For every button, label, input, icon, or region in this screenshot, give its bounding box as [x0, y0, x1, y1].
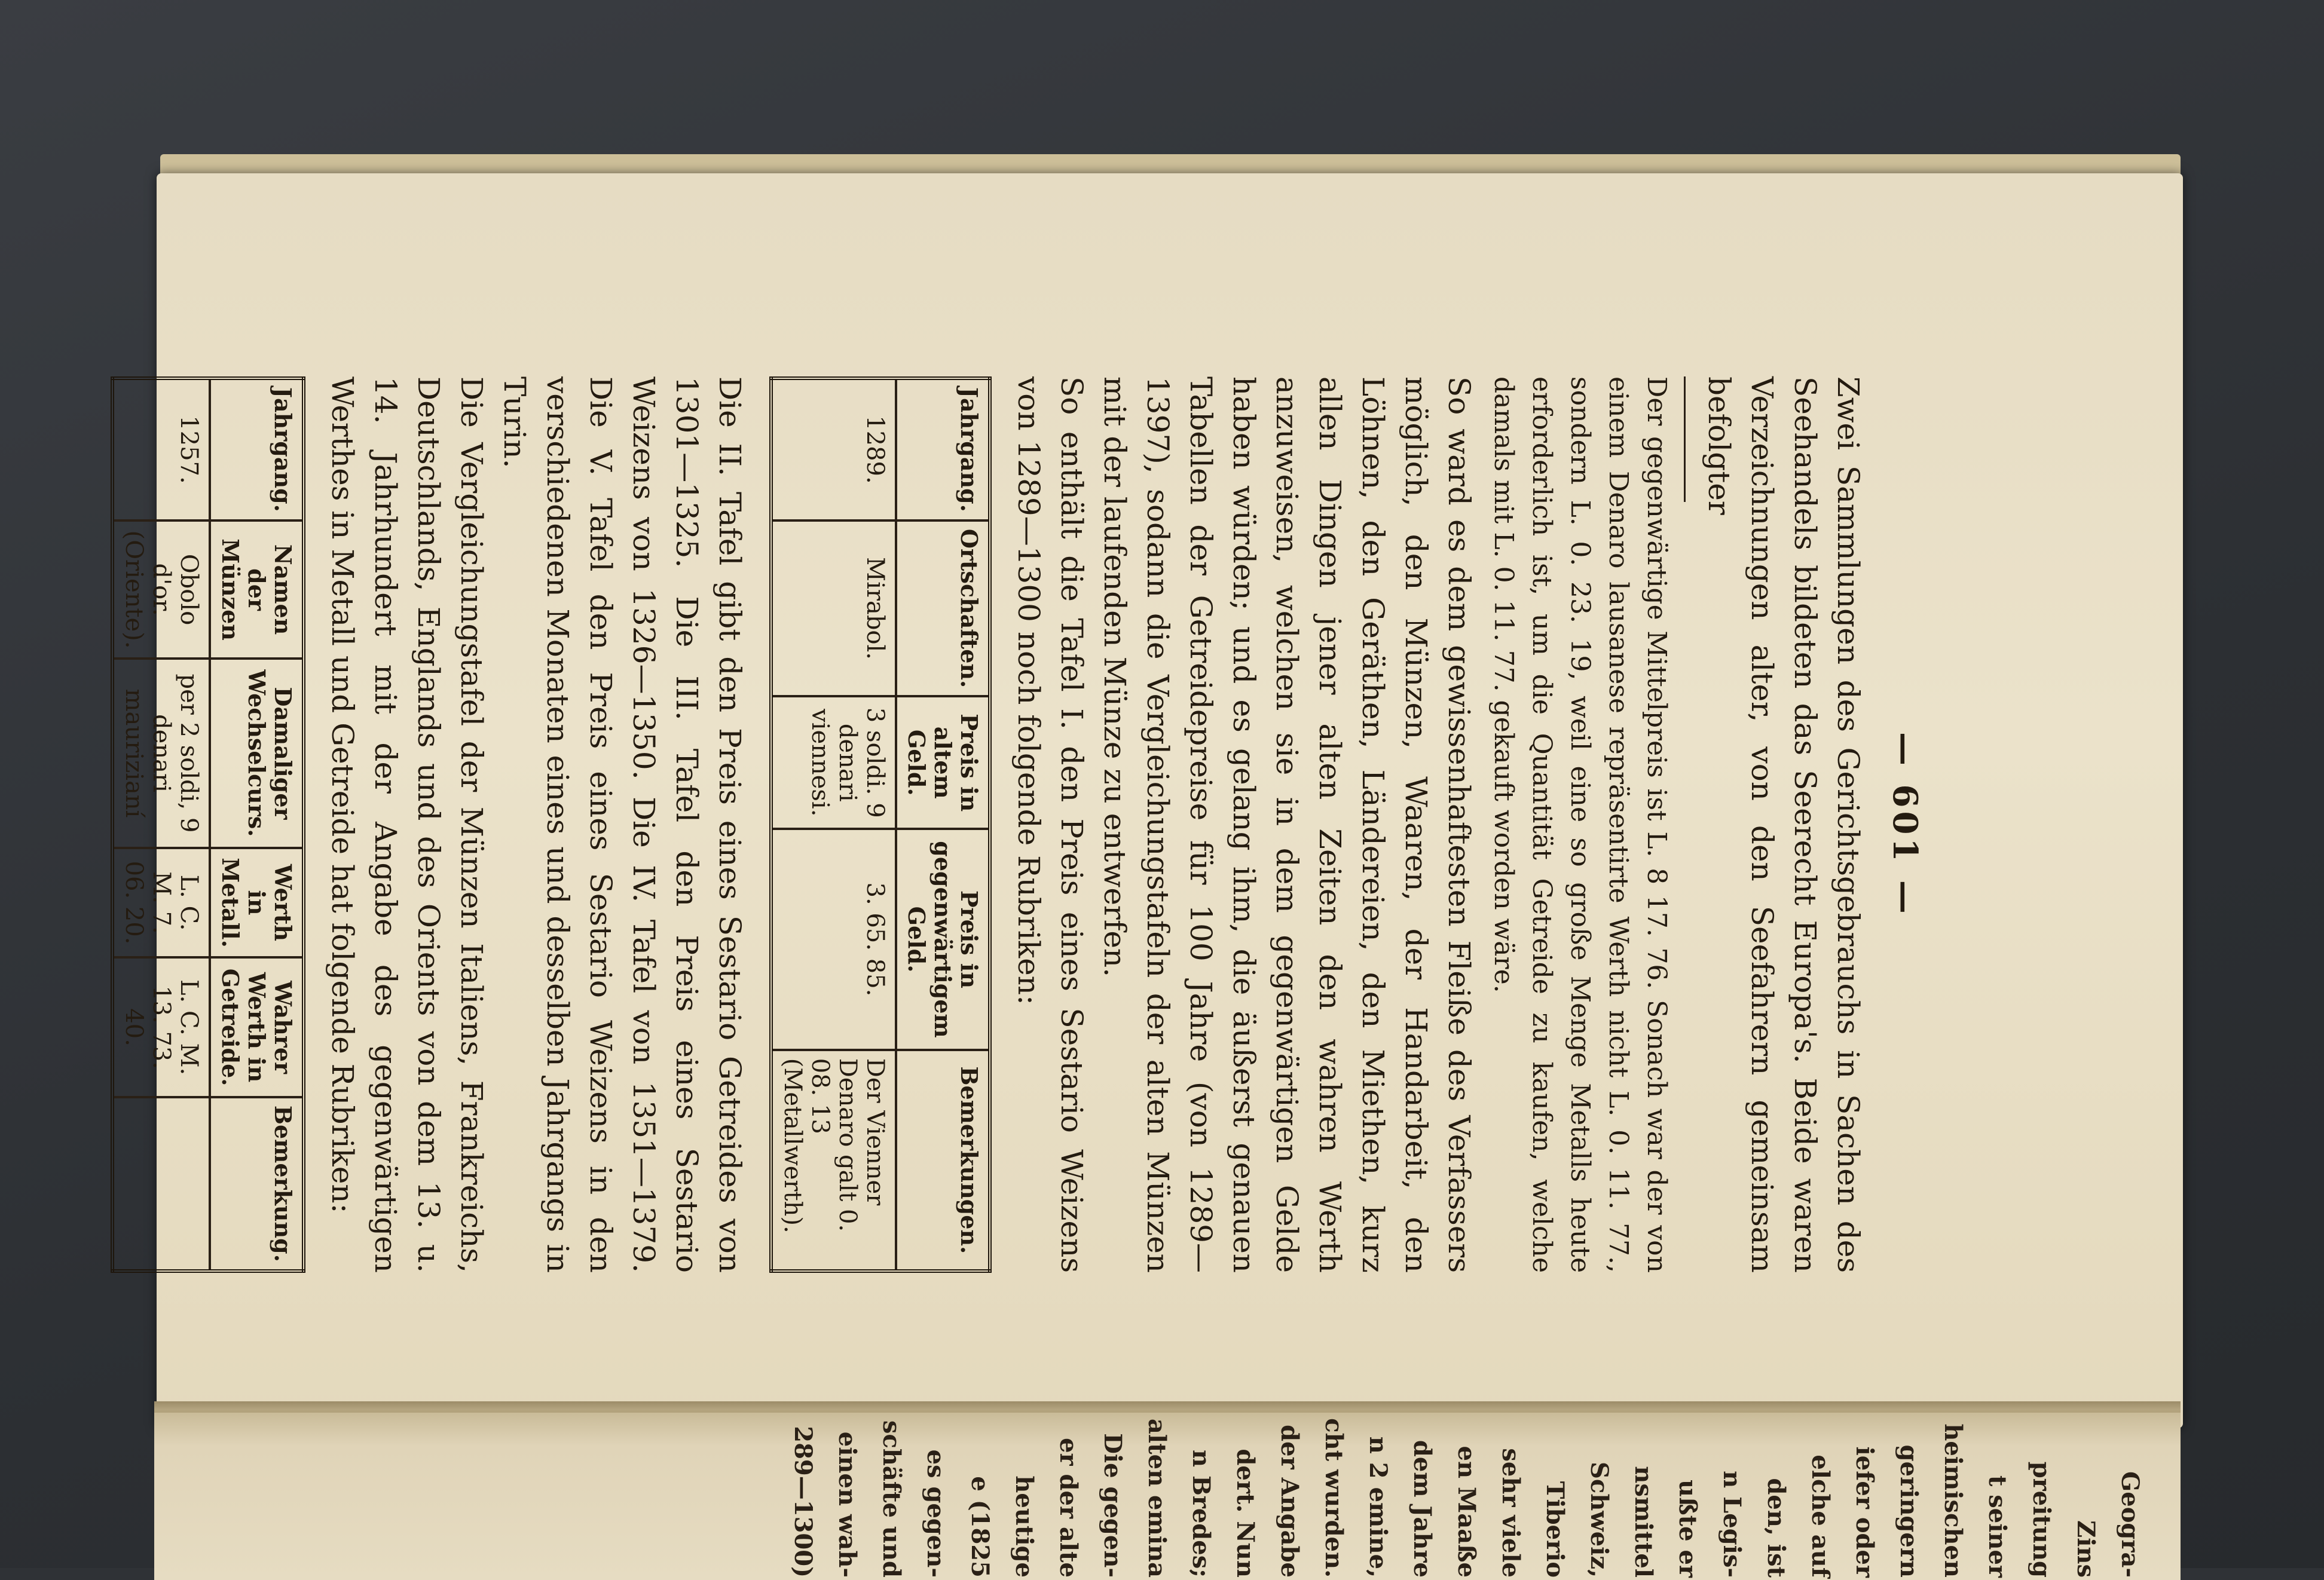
facing-page-line: iefer oder [1851, 1446, 1879, 1578]
facing-page-text [179, 1410, 2152, 1578]
facing-page-line: n Legis- [1718, 1471, 1746, 1578]
facing-page-line: cht wurden. [1320, 1418, 1348, 1578]
table-cell: 1289. [771, 378, 896, 520]
facing-page-line: heimischen [1939, 1423, 1967, 1578]
page-number: — 601 — [1885, 732, 1925, 917]
facing-page-line: alten emina [1143, 1418, 1171, 1578]
facing-page-line: nsmittel [1629, 1466, 1658, 1578]
facing-page-line: dert. Nun [1231, 1449, 1259, 1578]
facing-page-line: n 2 emine, [1364, 1436, 1392, 1578]
table-header: Werth in Metall. [210, 848, 304, 958]
facing-page-line: Schweiz, [1585, 1461, 1613, 1578]
table-header: Namen der Münzen [210, 520, 304, 659]
facing-page-line: Tiberio [1541, 1481, 1569, 1578]
paragraph-tables-intro: So ward es dem gewissenhaftesten Fleiße des Verfassers möglich, den Münzen, Waaren, der Handarbeit, den Löhnen, den Geräthen, Ländereien, den Miethen, kurz allen Dingen jener alten Zeiten den wahren Werth anzuweisen, welchen sie in dem gegenwärtigen Gelde haben würden; und es gelang ihm, die äußerst genauen Tabellen der Getreidepreise für 100 Jahre (von 1289—1397), sodann die Vergleichungstafeln der alten Münzen mit der laufenden Münze zu entwerfen. [1097, 376, 1476, 1273]
facing-page-line: t seiner [1983, 1475, 2011, 1578]
facing-page-line: einen wah- [833, 1431, 861, 1578]
table-header: Jahrgang. [210, 378, 304, 520]
facing-page-line: en Maaße [1452, 1446, 1481, 1578]
facing-page-line: dem Jahre [1408, 1440, 1436, 1578]
footnote: Der gegenwärtige Mittelpreis ist L. 8 17. 76. Sonach war der von einem Denaro lausanese repräsentirte Werth nicht L. 0. 11. 77., sondern L. 0. 23. 19, weil eine so große Menge Metalls heute erforderlich ist, um die Quantität Getreide zu kaufen, welche damals mit L. 0. 11. 77. gekauft worden wäre. [1488, 376, 1672, 1273]
table-row [771, 378, 896, 1271]
facing-page-line: preitung [2028, 1461, 2056, 1578]
table-header: Preis in gegenwärtigem Geld. [896, 829, 990, 1050]
facing-page-line: geringern [1895, 1444, 1923, 1578]
table-cell: 3. 65. 85. [771, 829, 896, 1050]
facing-page-line: 289—1300) [789, 1426, 817, 1578]
facing-page-line: er der alte [1054, 1438, 1083, 1578]
table-header-row [210, 378, 304, 1271]
facing-page-line: schäfte und [877, 1420, 906, 1578]
facing-page-line: n Bredes; [1187, 1449, 1215, 1578]
intro-paragraph: Zwei Sammlungen des Gerichtsgebrauchs in Sachen des Seehandels bildeten das Seerecht Europa's. Beide waren Verzeichnungen alter, von den Seefahrern gemeinsam befolgter [1702, 376, 1866, 1273]
table-grain-prices [769, 376, 992, 1273]
table-header-row [896, 378, 990, 1271]
facing-page-line: den, ist [1762, 1478, 1790, 1578]
table-header: Damaliger Wechselcurs. [210, 659, 304, 847]
table-cell [112, 1097, 210, 1271]
facing-page-line: ußte er [1674, 1480, 1702, 1578]
table-cell: Der Vienner Denaro galt 0. 08. 13 (Metallwerth). [771, 1050, 896, 1271]
page-content [120, 376, 1925, 1273]
table-header: Preis in altem Geld. [896, 696, 990, 829]
paragraph-other-tables: Die II. Tafel gibt den Preis eines Sestario Getreides von 1301—1325. Die III. Tafel den Preis eines Sestario Weizens von 1326—1350. Die IV. Tafel von 1351—1379. Die V. Tafel den Preis eines Sestario Weizens in den verschiedenen Monaten eines und desselben Jahrgangs in Turin. [497, 376, 747, 1273]
facing-page-line: Geogra- [2116, 1471, 2144, 1578]
table-header: Jahrgang. [896, 378, 990, 520]
table-cell: 1257. [112, 378, 210, 520]
facing-page-line: sehr viele [1497, 1448, 1525, 1578]
table-cell: Obolo d'or. (Oriente). [112, 520, 210, 659]
table-cell: per 2 soldi, 9 denari maurizianí [112, 659, 210, 847]
paragraph-table-one-intro: So enthält die Tafel I. den Preis eines Sestario Weizens von 1289—1300 noch folgende Rubriken: [1011, 376, 1089, 1273]
facing-page-line: der Angabe [1276, 1425, 1304, 1578]
table-header: Bemerkung. [210, 1097, 304, 1271]
table-cell: L. C. M. 13. 73. 40. [112, 957, 210, 1097]
table-coin-comparison [111, 376, 305, 1273]
facing-page-line: e (1825 [966, 1476, 994, 1578]
table-header: Ortschaften. [896, 520, 990, 696]
facing-page-line: es gegen- [922, 1449, 950, 1578]
paragraph-comparison-table-intro: Die Vergleichungstafel der Münzen Italiens, Frankreichs, Deutschlands, Englands und des Orients von dem 13. u. 14. Jahrhundert mit der Angabe des gegenwärtigen Werthes in Metall und Getreide hat folgende Rubriken: [325, 376, 489, 1273]
footnote-rule [1684, 376, 1686, 502]
table-cell: Mirabol. [771, 520, 896, 696]
table-row [112, 378, 210, 1271]
table-header: Wahrer Werth in Getreide. [210, 957, 304, 1097]
table-cell: L. C. M. 7. 06. 20. [112, 848, 210, 958]
facing-page-line: Die gegen- [1099, 1433, 1127, 1578]
facing-page-line: Zins [2072, 1520, 2100, 1578]
facing-page-line: heutige [1010, 1475, 1038, 1578]
table-cell: 3 soldi. 9 denari viennesi. [771, 696, 896, 829]
table-header: Bemerkungen. [896, 1050, 990, 1271]
facing-page-line: elche auf [1806, 1455, 1834, 1578]
